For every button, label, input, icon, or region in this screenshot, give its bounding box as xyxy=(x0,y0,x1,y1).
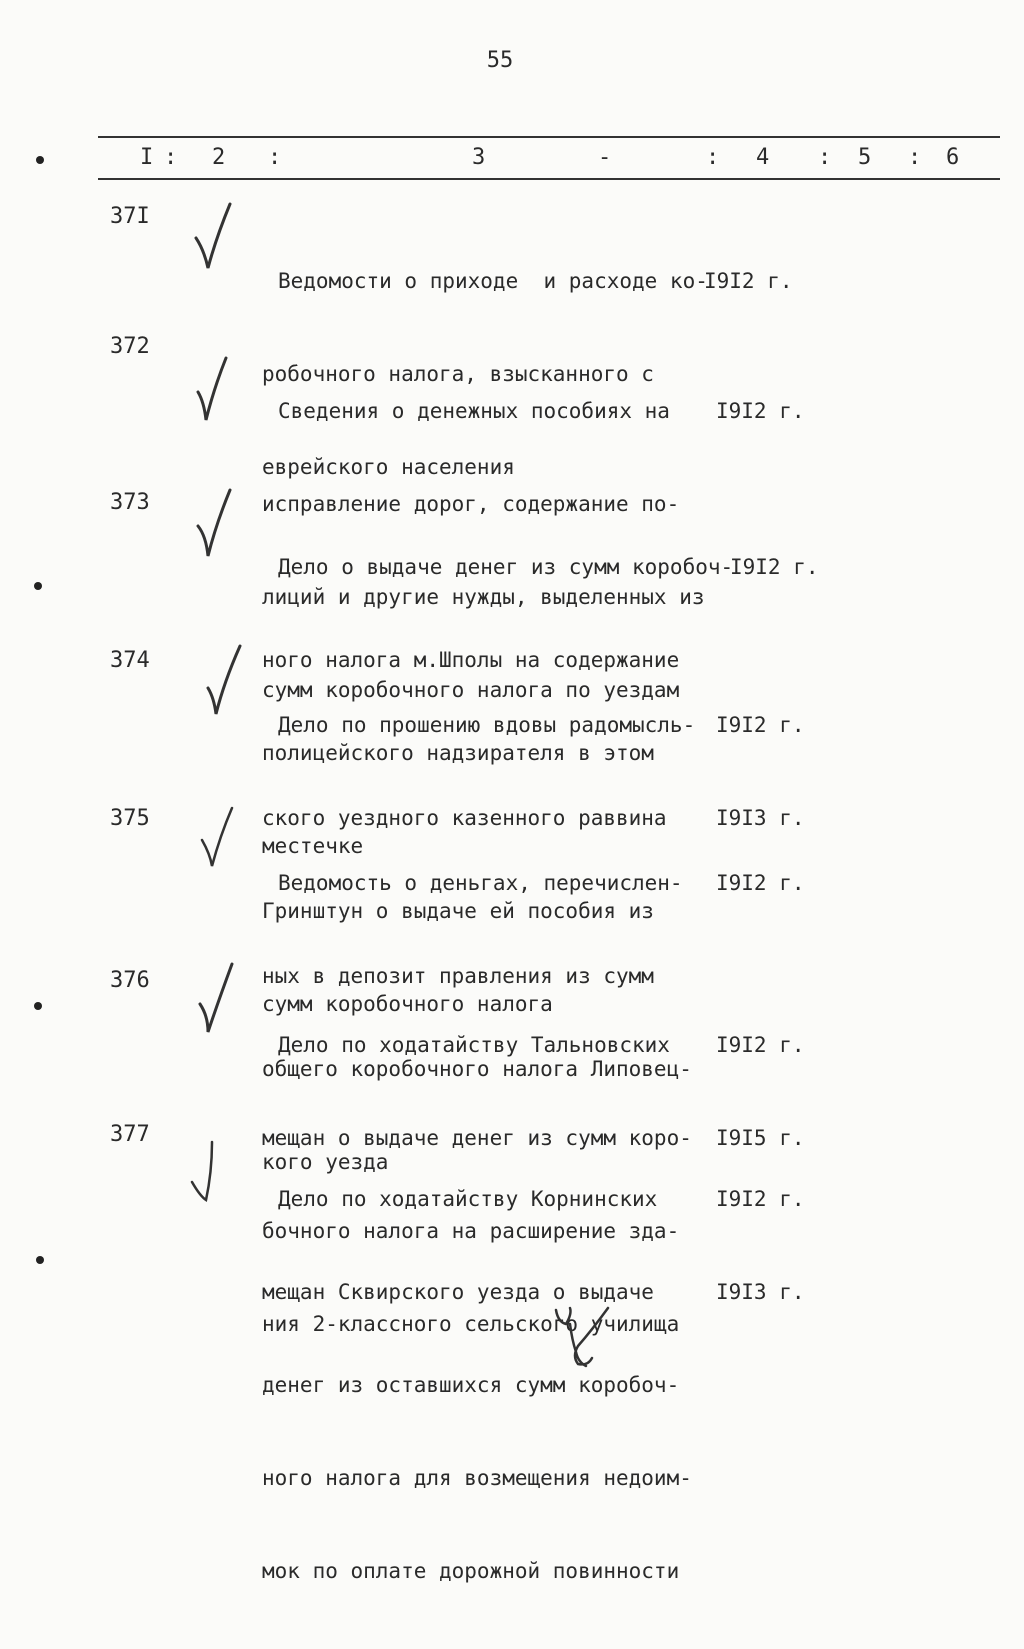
entry-line: ния 2-классного сельского училища xyxy=(262,1312,680,1336)
handwritten-signature-icon xyxy=(548,1300,618,1370)
check-mark-icon xyxy=(190,348,240,428)
entry-line: мещан о выдаче денег из сумм коро- xyxy=(262,1126,692,1150)
column-separator: : xyxy=(164,145,178,170)
column-3-label: 3 xyxy=(472,145,486,170)
entry-number: 372 xyxy=(110,334,150,359)
page-number: 55 xyxy=(486,48,514,73)
entry-number: 373 xyxy=(110,490,150,515)
check-mark-icon xyxy=(196,800,246,880)
entry-year: I9I2 г. xyxy=(716,399,805,423)
entry-line: полицейского надзирателя в этом xyxy=(262,741,654,765)
column-separator: : xyxy=(908,145,922,170)
entry-year: I9I2 г. xyxy=(716,1187,805,1211)
entry-year: I9I3 г. xyxy=(716,806,805,830)
entry-line: исправление дорог, содержание по- xyxy=(262,492,680,516)
entry-number: 375 xyxy=(110,806,150,831)
entry-number: 37I xyxy=(110,204,150,229)
column-dash: - xyxy=(598,145,612,170)
header-top-rule xyxy=(98,136,1000,138)
entry-line: Дело по ходатайству Корнинских xyxy=(278,1187,658,1211)
entry-number: 377 xyxy=(110,1122,150,1147)
header-bottom-rule xyxy=(98,178,1000,180)
check-mark-icon xyxy=(194,962,244,1042)
entry-year: I9I5 г. xyxy=(716,1126,805,1150)
entry-line: общего коробочного налога Липовец- xyxy=(262,1057,692,1081)
entry-line: бочного налога на расширение зда- xyxy=(262,1219,680,1243)
entry-line: сумм коробочного налога по уездам xyxy=(262,678,680,702)
entry-line: ного налога для возмещения недоим- xyxy=(262,1466,692,1490)
check-mark-icon xyxy=(186,1132,236,1212)
entry-line: Дело о выдаче денег из сумм коробоч- xyxy=(278,555,734,579)
column-1-label: I xyxy=(140,145,154,170)
entry-year: I9I2 г. xyxy=(716,871,805,895)
check-mark-icon xyxy=(190,484,240,564)
entry-line: мещан Сквирского уезда о выдаче xyxy=(262,1280,654,1304)
column-separator: : xyxy=(818,145,832,170)
entry-line: Ведомость о деньгах, перечислен- xyxy=(278,871,683,895)
column-4-label: 4 xyxy=(756,145,770,170)
entry-year: I9I2 г. xyxy=(730,555,819,579)
column-2-label: 2 xyxy=(212,145,226,170)
entry-year: I9I2 г. xyxy=(704,269,793,293)
entry-year: I9I2 г. xyxy=(716,713,805,737)
entry-line: местечке xyxy=(262,834,364,858)
column-separator: : xyxy=(268,145,282,170)
entry-line: ского уездного казенного раввина xyxy=(262,806,667,830)
entry-line: еврейского населения xyxy=(262,455,515,479)
column-5-label: 5 xyxy=(858,145,872,170)
entry-number: 374 xyxy=(110,648,150,673)
entry-line: Ведомости о приходе и расходе ко- xyxy=(278,269,708,293)
entry-year: I9I3 г. xyxy=(716,1280,805,1304)
entry-year: I9I2 г. xyxy=(716,1033,805,1057)
check-mark-icon xyxy=(190,198,240,278)
binding-hole-mark xyxy=(36,156,44,164)
entry-line: денег из оставшихся сумм коробоч- xyxy=(262,1373,680,1397)
binding-hole-mark xyxy=(36,1256,44,1264)
column-separator: : xyxy=(706,145,720,170)
entry-line: лиций и другие нужды, выделенных из xyxy=(262,585,705,609)
entry-line: Сведения о денежных пособиях на xyxy=(278,399,670,423)
entry-line: мок по оплате дорожной повинности xyxy=(262,1559,680,1583)
column-header-row xyxy=(0,145,1024,171)
entry-line: ного налога м.Шполы на содержание xyxy=(262,648,680,672)
check-mark-icon xyxy=(200,642,250,722)
binding-hole-mark xyxy=(34,582,42,590)
entry-number: 376 xyxy=(110,968,150,993)
entry-line: кого уезда xyxy=(262,1150,389,1174)
column-6-label: 6 xyxy=(946,145,960,170)
entry-line: ных в депозит правления из сумм xyxy=(262,964,654,988)
entry-line: сумм коробочного налога xyxy=(262,992,553,1016)
entry-line: робочного налога, взысканного с xyxy=(262,362,654,386)
entry-line: Гринштун о выдаче ей пособия из xyxy=(262,899,654,923)
binding-hole-mark xyxy=(34,1002,42,1010)
entry-line: Дело по ходатайству Тальновских xyxy=(278,1033,670,1057)
entry-line: Дело по прошению вдовы радомысль- xyxy=(278,713,696,737)
